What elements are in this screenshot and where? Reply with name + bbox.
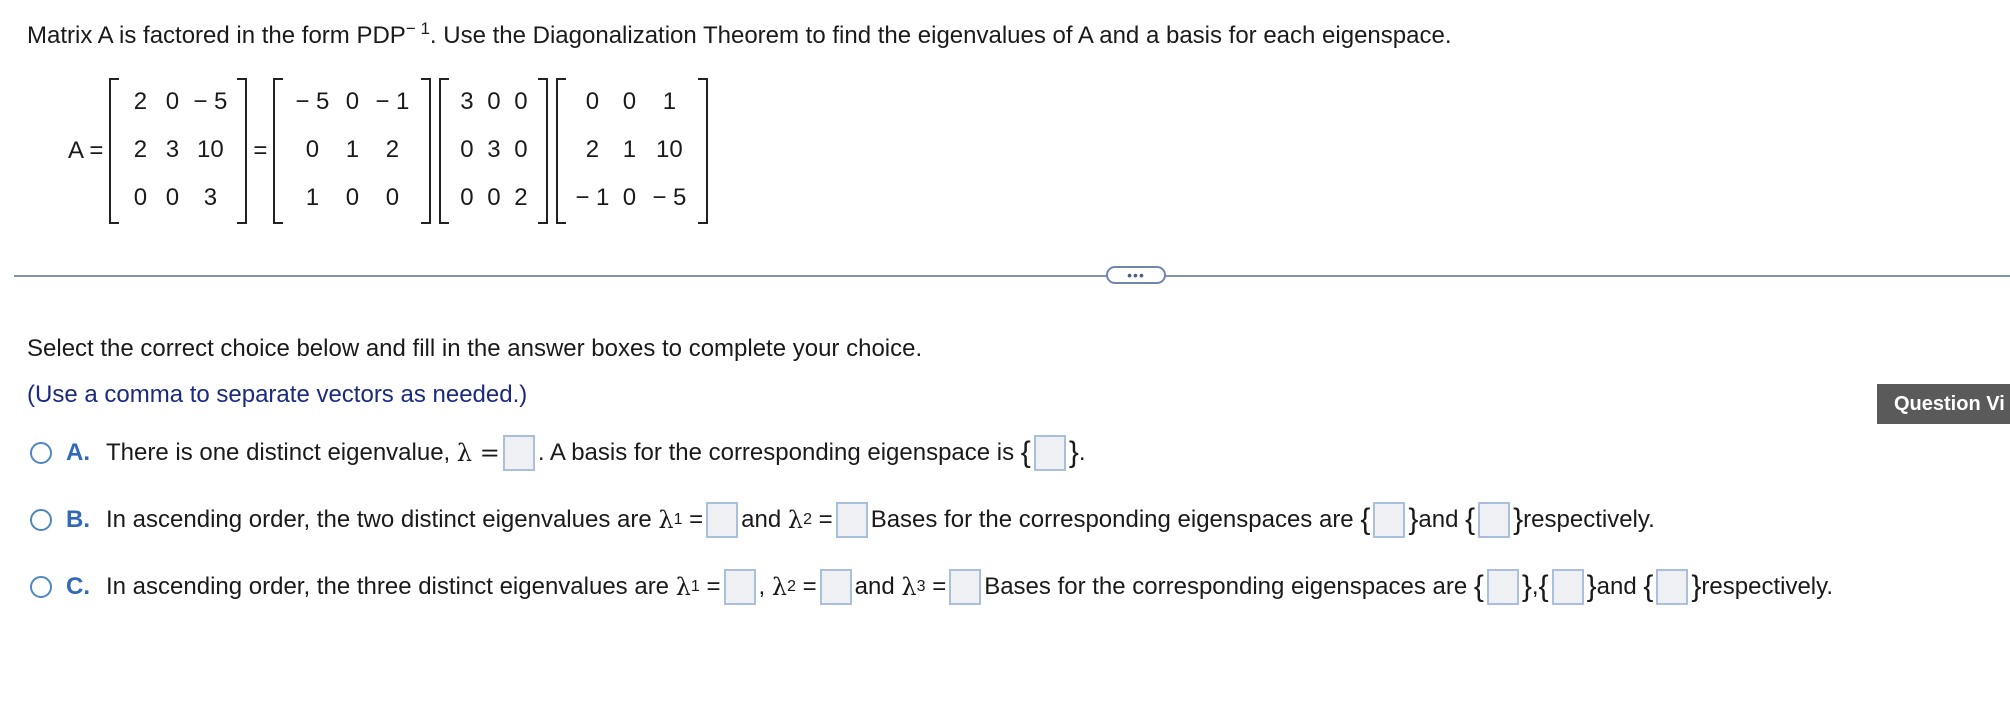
matrix-cell: 3 <box>203 184 218 211</box>
comma: , <box>1531 573 1539 600</box>
basis-3-input[interactable] <box>1656 569 1688 605</box>
respectively-text: respectively. <box>1701 573 1834 600</box>
more-options-button[interactable]: ••• <box>1106 266 1166 284</box>
matrix-cell: 0 <box>133 184 148 211</box>
matrix-cell: 3 <box>165 136 180 163</box>
choice-c-text: In ascending order, the three distinct eigenvalues are <box>106 573 670 600</box>
matrix-cell: 0 <box>487 88 501 115</box>
equals: = <box>689 506 704 533</box>
matrix-cell: 2 <box>133 136 148 163</box>
choice-a-text-2: . A basis for the corresponding eigenspace is <box>537 439 1015 466</box>
choice-b-radio[interactable] <box>30 509 52 531</box>
open-brace: { <box>1643 570 1654 603</box>
matrix-p <box>273 78 431 224</box>
choice-c[interactable] <box>30 567 1833 607</box>
and-text: and <box>854 573 895 600</box>
matrix-a <box>109 78 247 224</box>
matrix-cell: 10 <box>656 136 683 163</box>
question-viewer-tab[interactable]: Question Vi <box>1877 384 2010 424</box>
matrix-cell: 2 <box>385 136 400 163</box>
matrix-cell: 0 <box>165 184 180 211</box>
matrix-d <box>439 78 548 224</box>
matrix-cell: 0 <box>345 184 360 211</box>
matrix-cell: − 1 <box>575 184 610 211</box>
matrix-cell: 0 <box>165 88 180 115</box>
basis-input[interactable] <box>1034 435 1066 471</box>
choice-a-letter: A. <box>66 439 90 466</box>
equals: = <box>706 573 721 600</box>
subscript: 2 <box>787 578 796 595</box>
choice-b-text-2: Bases for the corresponding eigenspaces are <box>870 506 1354 533</box>
choice-a[interactable] <box>30 433 1086 473</box>
respectively-text: respectively. <box>1523 506 1655 533</box>
matrix-equation <box>68 78 708 224</box>
open-brace: { <box>1020 436 1031 469</box>
question-text <box>27 19 1452 50</box>
close-brace: } <box>1513 503 1524 536</box>
matrix-cell: 1 <box>622 136 637 163</box>
matrix-cell: − 5 <box>652 184 687 211</box>
subscript: 1 <box>673 511 683 528</box>
and-text: and <box>1418 506 1459 533</box>
open-brace: { <box>1465 503 1476 536</box>
lambda-label: λ <box>675 573 691 601</box>
choice-b-text: In ascending order, the two distinct eigenvalues are <box>106 506 652 533</box>
basis-1-input[interactable] <box>1487 569 1519 605</box>
choice-a-text: There is one distinct eigenvalue, <box>106 439 451 466</box>
matrix-cell: 0 <box>385 184 400 211</box>
matrix-p-inverse <box>556 78 708 224</box>
open-brace: { <box>1473 570 1484 603</box>
close-brace: } <box>1586 570 1597 603</box>
matrix-cell: 0 <box>460 184 474 211</box>
period: . <box>1078 439 1086 466</box>
lambda-label: λ <box>658 506 674 534</box>
close-brace: } <box>1521 570 1532 603</box>
lambda-label: λ <box>787 506 804 534</box>
close-brace: } <box>1691 570 1702 603</box>
matrix-cell: 0 <box>585 88 600 115</box>
and-text: and <box>741 506 782 533</box>
matrix-cell: 0 <box>305 136 320 163</box>
close-brace: } <box>1068 436 1079 469</box>
eigenvalue-input[interactable] <box>503 435 535 471</box>
eigenvalue-1-input[interactable] <box>706 502 738 538</box>
open-brace: { <box>1360 503 1371 536</box>
choice-b[interactable] <box>30 500 1655 540</box>
eigenvalue-2-input[interactable] <box>836 502 868 538</box>
inverse-superscript: − 1 <box>405 19 430 38</box>
matrix-cell: 3 <box>460 88 474 115</box>
choice-c-letter: C. <box>66 573 90 600</box>
subscript: 1 <box>690 578 700 595</box>
equals-sign: = <box>253 137 268 164</box>
matrix-cell: − 5 <box>295 88 330 115</box>
a-label: A = <box>68 137 104 164</box>
equals: = <box>802 573 817 600</box>
matrix-cell: 2 <box>133 88 148 115</box>
question-suffix: . Use the Diagonalization Theorem to find the eigenvalues of A and a basis for each eigenspace. <box>429 22 1452 49</box>
subscript: 2 <box>803 511 812 528</box>
matrix-cell: − 5 <box>193 88 228 115</box>
matrix-cell: 0 <box>622 88 637 115</box>
matrix-cell: 0 <box>514 136 528 163</box>
basis-2-input[interactable] <box>1478 502 1510 538</box>
choice-c-text-2: Bases for the corresponding eigenspaces are <box>984 573 1468 600</box>
lambda-label: λ = <box>456 439 500 467</box>
comma: , <box>758 573 766 600</box>
choice-b-letter: B. <box>66 506 90 533</box>
choice-a-radio[interactable] <box>30 442 52 464</box>
open-brace: { <box>1538 570 1549 603</box>
eigenvalue-2-input[interactable] <box>820 569 852 605</box>
matrix-cell: 10 <box>197 136 224 163</box>
matrix-cell: 1 <box>345 136 360 163</box>
basis-1-input[interactable] <box>1373 502 1405 538</box>
subscript: 3 <box>916 578 926 595</box>
equals: = <box>818 506 833 533</box>
eigenvalue-3-input[interactable] <box>949 569 981 605</box>
matrix-cell: 3 <box>487 136 501 163</box>
choice-c-radio[interactable] <box>30 576 52 598</box>
matrix-cell: 0 <box>460 136 474 163</box>
hint-text: (Use a comma to separate vectors as needed.) <box>27 381 528 408</box>
section-divider <box>14 275 2010 277</box>
basis-2-input[interactable] <box>1552 569 1584 605</box>
and-text: and <box>1596 573 1637 600</box>
equals: = <box>932 573 947 600</box>
matrix-cell: − 1 <box>375 88 410 115</box>
lambda-label: λ <box>901 573 917 601</box>
instruction-text: Select the correct choice below and fill in the answer boxes to complete your choice. <box>27 335 923 362</box>
matrix-cell: 1 <box>662 88 677 115</box>
close-brace: } <box>1408 503 1419 536</box>
matrix-cell: 1 <box>305 184 320 211</box>
matrix-cell: 2 <box>585 136 600 163</box>
matrix-cell: 0 <box>622 184 637 211</box>
matrix-cell: 2 <box>514 184 528 211</box>
question-prefix: Matrix A is factored in the form PDP <box>27 22 406 49</box>
matrix-cell: 0 <box>514 88 528 115</box>
lambda-label: λ <box>771 573 788 601</box>
matrix-cell: 0 <box>487 184 501 211</box>
eigenvalue-1-input[interactable] <box>724 569 756 605</box>
matrix-cell: 0 <box>345 88 360 115</box>
